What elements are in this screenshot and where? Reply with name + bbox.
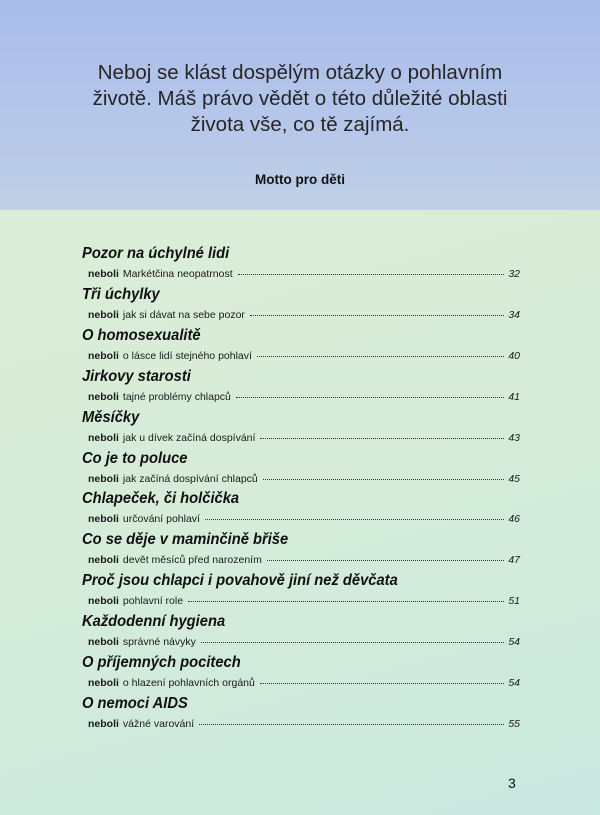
- toc-entry-title: Pozor na úchylné lidi: [82, 245, 230, 262]
- toc-entry-page: 54: [508, 677, 520, 689]
- toc-entry-line: [88, 554, 520, 566]
- toc-entry-page: 51: [508, 595, 520, 608]
- toc-entry-line: [88, 350, 520, 362]
- toc-entry-page: 46: [508, 513, 520, 526]
- toc-entry-subtitle: pohlavní role: [122, 595, 184, 608]
- dot-leader: [238, 274, 505, 275]
- toc-entry: [0, 409, 600, 450]
- toc-entry-subtitle: o hlazení pohlavních orgánů: [122, 677, 255, 689]
- toc-entry-line: [88, 391, 520, 403]
- toc-entry-title: Chlapeček, či holčička: [82, 490, 240, 508]
- dot-leader: [199, 724, 504, 725]
- toc-entry-prefix: neboli: [88, 390, 119, 403]
- toc-entry-page: 47: [508, 554, 520, 567]
- toc-entry-prefix: neboli: [88, 636, 119, 649]
- toc-entry-line: [88, 677, 520, 689]
- toc-entry: [0, 572, 600, 613]
- dot-leader: [267, 560, 504, 561]
- toc-entry-prefix: neboli: [88, 677, 119, 689]
- intro-panel: [0, 0, 600, 210]
- dot-leader: [236, 397, 504, 398]
- dot-leader: [260, 438, 504, 439]
- toc-entry-prefix: neboli: [88, 717, 119, 730]
- toc-entry-line: [88, 473, 520, 485]
- toc-entry-subtitle: vážné varování: [122, 717, 195, 730]
- toc-entry-title: Proč jsou chlapci i povahově jiní než děvčata: [82, 572, 398, 590]
- toc-entry: [0, 695, 600, 736]
- toc-entry-prefix: neboli: [88, 349, 119, 362]
- toc-entry-prefix: neboli: [88, 268, 119, 280]
- dot-leader: [257, 356, 504, 357]
- toc-entry-title: Jirkovy starosti: [82, 367, 191, 385]
- toc-entry-line: [88, 309, 520, 321]
- toc-entry-page: 34: [508, 308, 520, 321]
- toc-entry-page: 54: [508, 636, 520, 649]
- dot-leader: [263, 479, 505, 480]
- toc-entry-title: Tři úchylky: [82, 285, 160, 303]
- toc-entry-line: [88, 432, 520, 444]
- toc-entry-line: [88, 636, 520, 648]
- toc-entry-subtitle: jak začíná dospívání chlapců: [122, 472, 258, 485]
- toc-entry-subtitle: devět měsíců před narozením: [122, 554, 262, 567]
- toc-entry-page: 40: [508, 349, 520, 362]
- toc-entry-prefix: neboli: [88, 472, 119, 485]
- toc-entry-page: 45: [508, 472, 520, 485]
- toc-entry-prefix: neboli: [88, 554, 119, 567]
- toc-entry-page: 55: [508, 717, 520, 730]
- toc-entry: [0, 327, 600, 368]
- intro-line: životě. Máš právo vědět o této důležité oblasti: [92, 87, 508, 110]
- toc-entry: [0, 450, 600, 491]
- toc-entry-line: [88, 268, 520, 280]
- toc-entry-subtitle: tajné problémy chlapců: [122, 390, 231, 403]
- toc-entry: [0, 613, 600, 654]
- intro-line: Neboj se klást dospělým otázky o pohlavním: [97, 61, 503, 84]
- intro-line: života vše, co tě zajímá.: [190, 113, 410, 136]
- dot-leader: [188, 601, 504, 602]
- toc-entry-title: O nemoci AIDS: [82, 694, 188, 712]
- toc-entry-subtitle: Markétčina neopatrnost: [122, 268, 233, 280]
- toc-entry-subtitle: jak u dívek začíná dospívání: [122, 431, 256, 444]
- intro-text: [60, 60, 540, 138]
- toc-entry-page: 43: [508, 431, 520, 444]
- page-number: 3: [508, 775, 516, 791]
- dot-leader: [260, 683, 504, 684]
- toc-entry-subtitle: jak si dávat na sebe pozor: [122, 308, 245, 321]
- toc-entry: [0, 654, 600, 695]
- toc-entry-prefix: neboli: [88, 513, 119, 526]
- toc-entry-line: [88, 718, 520, 730]
- dot-leader: [201, 642, 504, 643]
- toc-entry: [0, 286, 600, 327]
- toc-entry-line: [88, 595, 520, 607]
- motto-caption: Motto pro děti: [255, 172, 345, 187]
- toc-entry-title: Měsíčky: [82, 408, 140, 426]
- toc-entry-title: Každodenní hygiena: [82, 613, 226, 631]
- toc-entry-subtitle: určování pohlaví: [122, 513, 200, 526]
- toc-entry-page: 41: [508, 390, 520, 403]
- toc-entry-line: [88, 513, 520, 525]
- toc-entry: [0, 490, 600, 531]
- toc-entry-title: Co se děje v maminčině břiše: [82, 531, 289, 549]
- dot-leader: [205, 519, 504, 520]
- toc-panel: [0, 210, 600, 815]
- toc-entry-subtitle: správné návyky: [122, 636, 196, 649]
- toc-entry-prefix: neboli: [88, 431, 119, 444]
- toc-entry: [0, 368, 600, 409]
- toc-entry-prefix: neboli: [88, 595, 119, 608]
- toc-entry-title: O homosexualitě: [82, 326, 201, 344]
- toc-entry-page: 32: [508, 268, 520, 280]
- dot-leader: [250, 315, 504, 316]
- toc-entry-prefix: neboli: [88, 308, 119, 321]
- toc-entry-title: O příjemných pocitech: [82, 654, 241, 671]
- toc-entry-subtitle: o lásce lidí stejného pohlaví: [122, 349, 252, 362]
- toc-entry-title: Co je to poluce: [82, 449, 188, 467]
- toc-entry: [0, 531, 600, 572]
- toc-entry: [0, 245, 600, 286]
